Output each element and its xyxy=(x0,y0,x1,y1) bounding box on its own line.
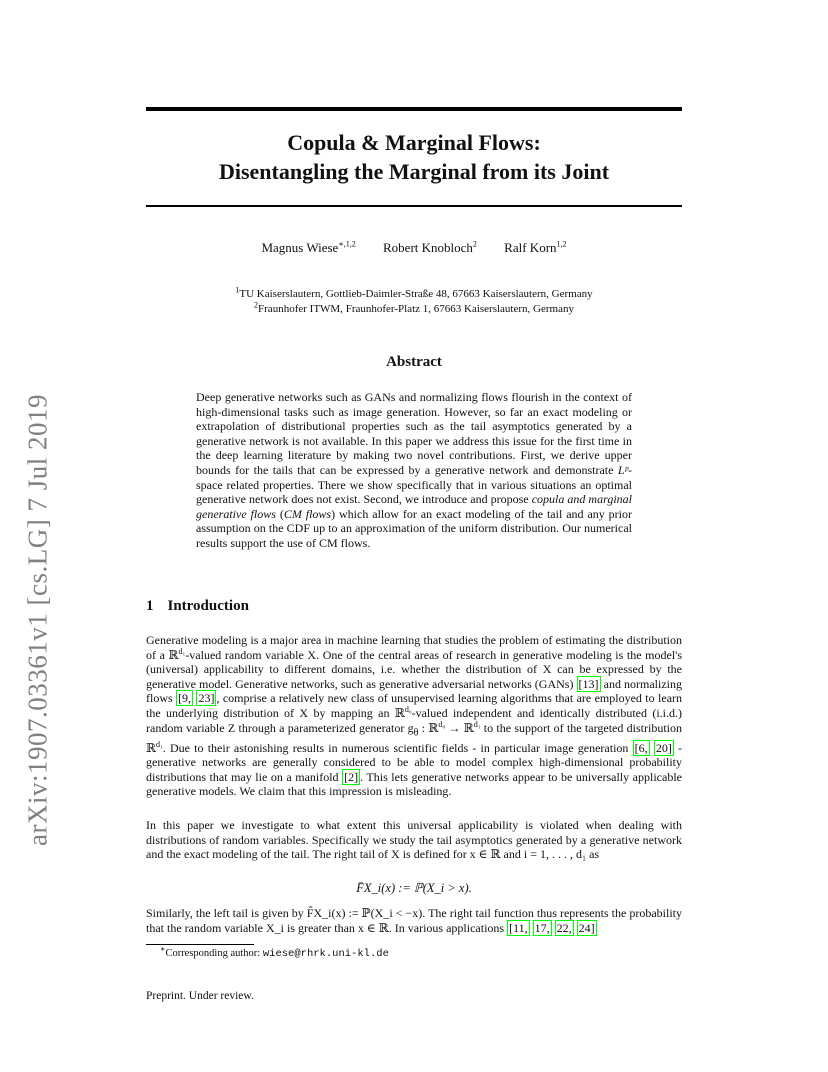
author: Magnus Wiese$^{∗,1,2}$ xyxy=(261,239,356,255)
author: Robert Knobloch$^2$ xyxy=(383,239,477,255)
affiliation: $^1$TU Kaiserslautern, Gottlieb-Daimler-Straße 48, 67663 Kaiserslautern, Germany xyxy=(235,285,593,300)
section-heading xyxy=(146,598,249,615)
paper-title xyxy=(146,128,682,186)
citation-link[interactable]: 17, xyxy=(534,920,550,935)
preprint-notice: Preprint. Under review. xyxy=(146,990,254,1002)
footnote: ∗Corresponding author: wiese@rhrk.uni-kl.de xyxy=(160,944,389,960)
intro-paragraph-1: Generative modeling is a major area in machine learning that studies the problem of estimating the distribution of a ℝ$^{d_1}$-valued random variable X. One of the central areas of research in generative modeling is the model's (universal) applicability to different domains, i.e. whether the distribution of X can be expressed by the generative model. Generative networks, such as generative adversarial networks (GANs) [13] and normalizing flows [9, 23] , comprise a relatively new class of unsupervised learning algorithms that are employed to learn the underlying distribution of X by mapping an ℝ$^{d_0}$-valued independent and identically distributed (i.i.d.) random variable Z through a parameterized generator $g_\theta$ : ℝ$^{d_0}$ → ℝ$^{d_1}$ to the support of the targeted distribution ℝ$^{d_1}$. Due to their astonishing results in numerous scientific fields - in particular image generation [6, 20] - generative networks are generally considered to be able to model complex high-dimensional probability distributions that may lie on a manifold [2] . This lets generative networks appear to be universally applicable generative models. We claim that this impression is misleading. xyxy=(146,633,683,799)
affiliations xyxy=(146,287,682,317)
citation-link[interactable]: [6, xyxy=(634,740,648,755)
title-top-rule xyxy=(146,107,682,111)
citation-link[interactable]: [9, xyxy=(178,691,192,706)
arxiv-identifier: arXiv:1907.03361v1 [cs.LG] 7 Jul 2019 xyxy=(22,394,53,846)
affiliation: $^2$Fraunhofer ITWM, Fraunhofer-Platz 1, 67663 Kaiserslautern, Germany xyxy=(254,300,574,315)
abstract-heading: Abstract xyxy=(386,354,442,370)
section-number: 1 xyxy=(146,598,154,614)
citation-link[interactable]: 22, xyxy=(556,920,572,935)
citation-link[interactable]: 20] xyxy=(655,740,672,755)
author-list xyxy=(146,240,682,256)
citation-link[interactable]: 23] xyxy=(198,691,215,706)
author-email: wiese@rhrk.uni-kl.de xyxy=(262,948,389,960)
citation-link[interactable]: 24] xyxy=(578,920,595,935)
section-title: Introduction xyxy=(167,598,249,614)
abstract-body: Deep generative networks such as GANs and normalizing flows flourish in the context of high-dimensional tasks such as image generation. However, so far an exact modeling or extrapolation of distributional properties such as the tail asymptotics generated by a generative network is not available. In this paper we address this issue for the first time in the deep learning literature by making two novel contributions. First, we derive upper bounds for the tails that can be expressed by a generative network and demonstrate Lᵖ-space related properties. There we show specifically that in various situations an optimal generative network does not exist. Second, we introduce and propose copula and marginal generative flows (CM flows) which allow for an exact modeling of the tail and any prior assumption on the CDF up to an approximation of the uniform distribution. Our numerical results support the use of CM flows. xyxy=(196,390,633,550)
title-line-1: Copula & Marginal Flows: xyxy=(287,130,541,155)
intro-paragraph-2: In this paper we investigate to what extent this universal applicability is violated when dealing with distributions of random variables. Specifically we study the tail asymptotics generated by a generative network and the exact modeling of the tail. The right tail of X is defined for x ∈ ℝ and i = 1, . . . , d₁ as xyxy=(146,818,682,862)
citation-link[interactable]: [11, xyxy=(509,920,528,935)
equation-right-tail: F̄X_i(x) := ℙ(X_i > x). xyxy=(356,881,472,895)
citation-link[interactable]: [2] xyxy=(344,769,359,784)
title-line-2: Disentangling the Marginal from its Joint xyxy=(218,159,610,184)
intro-paragraph-3: Similarly, the left tail is given by F̂X_i(x) := ℙ(X_i < −x). The right tail function thus represents the probability that the random variable X_i is greater than x ∈ ℝ. In various applications [11, 17, 22, 24] xyxy=(146,906,682,935)
title-bottom-rule xyxy=(146,205,682,207)
author: Ralf Korn$^{1,2}$ xyxy=(504,239,567,255)
citation-link[interactable]: [13] xyxy=(578,676,599,691)
